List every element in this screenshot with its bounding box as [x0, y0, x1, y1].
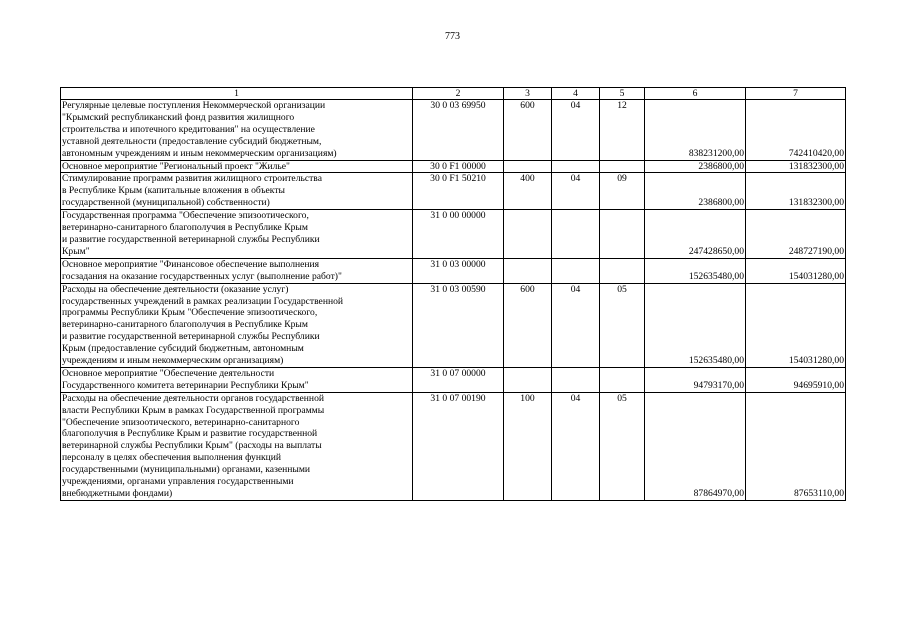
budget-table: [60, 87, 846, 501]
row-section-cell: [552, 367, 600, 392]
table-row: [61, 283, 846, 367]
row-target-code-cell: 31 0 03 00590: [413, 283, 504, 367]
column-header-1: 1: [61, 88, 413, 100]
row-expense-type-cell: 600: [504, 100, 552, 161]
row-amount-col7-cell: 154031280,00: [746, 283, 846, 367]
table-row: [61, 258, 846, 283]
row-section-cell: 04: [552, 100, 600, 161]
row-target-code-cell: 30 0 03 69950: [413, 100, 504, 161]
row-amount-col7-cell: 742410420,00: [746, 100, 846, 161]
row-subsection-cell: [600, 258, 645, 283]
row-amount-col6-cell: 94793170,00: [645, 367, 746, 392]
row-amount-col7-cell: 131832300,00: [746, 160, 846, 173]
row-subsection-cell: 09: [600, 173, 645, 210]
row-expense-type-cell: 400: [504, 173, 552, 210]
row-amount-col6-cell: 2386800,00: [645, 173, 746, 210]
column-header-6: 6: [645, 88, 746, 100]
table-row: [61, 173, 846, 210]
row-amount-col7-cell: 131832300,00: [746, 173, 846, 210]
row-name-cell: Расходы на обеспечение деятельности органов государственной власти Республики Крым в рамках Государственной программы "Обеспечение эпизоотического, ветеринарно-санитарного благополучия в Республике Крым и развитие государственной ветеринарной службы Республики Крым" (расходы на выплаты персоналу в целях обеспечения выполнения функций государственными (муниципальными) органами, казенными учреждениями, органами управления государственными внебюджетными фондами): [61, 392, 413, 500]
row-name-cell: Основное мероприятие "Региональный проект "Жилье": [61, 160, 413, 173]
row-target-code-cell: 31 0 03 00000: [413, 258, 504, 283]
column-header-7: 7: [746, 88, 846, 100]
row-subsection-cell: [600, 160, 645, 173]
row-expense-type-cell: [504, 210, 552, 259]
row-subsection-cell: [600, 367, 645, 392]
row-section-cell: 04: [552, 283, 600, 367]
row-section-cell: [552, 210, 600, 259]
row-target-code-cell: 30 0 F1 00000: [413, 160, 504, 173]
row-target-code-cell: 31 0 00 00000: [413, 210, 504, 259]
row-amount-col7-cell: 248727190,00: [746, 210, 846, 259]
row-name-cell: Основное мероприятие "Обеспечение деятельности Государственного комитета ветеринарии Республики Крым": [61, 367, 413, 392]
row-amount-col7-cell: 87653110,00: [746, 392, 846, 500]
table-row: [61, 392, 846, 500]
page-number: 773: [445, 31, 460, 42]
table-row: [61, 160, 846, 173]
row-section-cell: [552, 160, 600, 173]
column-header-5: 5: [600, 88, 645, 100]
column-header-4: 4: [552, 88, 600, 100]
row-subsection-cell: 12: [600, 100, 645, 161]
row-amount-col6-cell: 838231200,00: [645, 100, 746, 161]
column-header-3: 3: [504, 88, 552, 100]
row-expense-type-cell: [504, 160, 552, 173]
row-section-cell: 04: [552, 392, 600, 500]
row-name-cell: Основное мероприятие "Финансовое обеспечение выполнения госзадания на оказание государственных услуг (выполнение работ)": [61, 258, 413, 283]
row-target-code-cell: 31 0 07 00000: [413, 367, 504, 392]
row-expense-type-cell: [504, 367, 552, 392]
row-name-cell: Регулярные целевые поступления Некоммерческой организации "Крымский республиканский фонд развития жилищного строительства и ипотечного кредитования" на осуществление уставной деятельности (предоставление субсидий бюджетным, автономным учреждениям и иным некоммерческим организациям): [61, 100, 413, 161]
row-amount-col6-cell: 87864970,00: [645, 392, 746, 500]
table-row: [61, 367, 846, 392]
row-name-cell: Государственная программа "Обеспечение эпизоотического, ветеринарно-санитарного благополучия в Республике Крым и развитие государственной ветеринарной службы Республики Крым": [61, 210, 413, 259]
table-row: [61, 210, 846, 259]
row-amount-col6-cell: 152635480,00: [645, 258, 746, 283]
row-subsection-cell: 05: [600, 283, 645, 367]
row-target-code-cell: 31 0 07 00190: [413, 392, 504, 500]
row-name-cell: Стимулирование программ развития жилищного строительства в Республике Крым (капитальные вложения в объекты государственной (муниципальной) собственности): [61, 173, 413, 210]
row-subsection-cell: 05: [600, 392, 645, 500]
row-section-cell: 04: [552, 173, 600, 210]
row-amount-col6-cell: 247428650,00: [645, 210, 746, 259]
row-expense-type-cell: 600: [504, 283, 552, 367]
row-expense-type-cell: [504, 258, 552, 283]
row-name-cell: Расходы на обеспечение деятельности (оказание услуг) государственных учреждений в рамках реализации Государственной программы Республики Крым "Обеспечение эпизоотического, ветеринарно-санитарного благополучия в Республике Крым и развитие государственной ветеринарной службы Республики Крым (предоставление субсидий бюджетным, автономным учреждениям и иным некоммерческим организациям): [61, 283, 413, 367]
row-amount-col6-cell: 2386800,00: [645, 160, 746, 173]
row-section-cell: [552, 258, 600, 283]
row-target-code-cell: 30 0 F1 50210: [413, 173, 504, 210]
column-header-2: 2: [413, 88, 504, 100]
row-expense-type-cell: 100: [504, 392, 552, 500]
row-subsection-cell: [600, 210, 645, 259]
row-amount-col7-cell: 154031280,00: [746, 258, 846, 283]
row-amount-col6-cell: 152635480,00: [645, 283, 746, 367]
row-amount-col7-cell: 94695910,00: [746, 367, 846, 392]
table-header-row: [61, 88, 846, 100]
table-row: [61, 100, 846, 161]
